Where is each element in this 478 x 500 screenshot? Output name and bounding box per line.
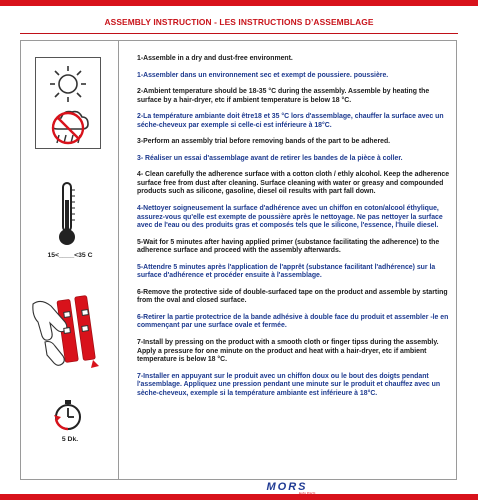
instruction-3-fr: 3- Réaliser un essai d'assemblage avant de retirer les bandes de la pièce à coller. <box>137 154 403 162</box>
instruction-5-en: 5-Wait for 5 minutes after having applied primer (substance facilitating the adherence) to the adherence surface and proceed with the assembly afterwards. <box>137 238 440 255</box>
thermometer-icon <box>52 180 82 248</box>
title-underline <box>20 33 458 34</box>
instruction-6-fr: 6-Retirer la partie protectrice de la bande adhésive à double face du produit et assembler -le en commençant par une surface ovale et fermée. <box>137 313 449 330</box>
instruction-5-fr: 5-Attendre 5 minutes après l'application de l'apprêt (substance facilitant l'adhérence) sur la surface d'adhérence et procéder ensuite à l'assemblage. <box>137 263 436 280</box>
instruction-list <box>137 55 455 406</box>
timer-clock-icon <box>52 397 84 433</box>
instruction-2-en: 2-Ambient temperature should be 18-35 °C during the assembly. Assemble by heating the surface by a hair-dryer, etc if ambient temperature is below 18 °C. <box>137 88 430 104</box>
brand-wordmark: MORS <box>266 481 308 493</box>
top-accent-bar <box>0 0 478 6</box>
instruction-4-fr: 4-Nettoyer soigneusement la surface d'adhérence avec un chiffon en coton/alcool éthylique, assurez-vous qu'elle est exempte de poussière après le nettoyage. Ne pas nettoyer la surface avec de l'eau ou des produits gras et composés tels que le silicone, l'essence, l'huile diesel. <box>137 205 443 230</box>
temperature-range-label: 15<____<35 C <box>47 252 93 259</box>
instruction-6-en: 6-Remove the protective side of double-surfaced tape on the product and assemble by starting from the oval and closed surface. <box>137 288 448 305</box>
page-title: ASSEMBLY INSTRUCTION - LES INSTRUCTIONS D’ASSEMBLAGE <box>104 17 374 27</box>
instruction-3-en: 3-Perform an assembly trial before removing bands of the part to be adhered. <box>137 138 391 146</box>
bottom-accent-bar <box>0 494 478 500</box>
sun-and-rain-warning-icon <box>35 57 101 149</box>
instruction-7-fr: 7-Installer en appuyant sur le produit avec un chiffon doux ou le bout des doigts pendant l'assemblage. Appliquez une pression pendant une minute sur le produit et chauffez avec un sèche-cheveux, exemple si la température ambiante est inférieure à 18°C. <box>137 372 441 397</box>
hand-peeling-tape-icon <box>27 290 103 374</box>
timer-label: 5 Dk. <box>61 436 79 443</box>
instruction-4-en: 4- Clean carefully the adherence surface with a cotton cloth / ethly alcohol. Keep the adherence surface free from dust after cleaning. Surface cleaning with water or greasy and compounded products such as silicone, gasoline, diesel oil results with part fall down. <box>137 171 450 196</box>
instruction-1-en: 1-Assemble in a dry and dust-free environment. <box>137 55 293 62</box>
instruction-7-en: 7-Install by pressing on the product with a smooth cloth or finger tipss during the assembly. Apply a pressure for one minute on the product and heat with a hair-dryer, etc if ambient temperature is below 18 °C. <box>137 339 439 364</box>
brand-logo <box>187 481 387 495</box>
column-divider <box>118 40 119 480</box>
instruction-1-fr: 1-Assembler dans un environnement sec et exempt de poussiere. poussière. <box>137 71 389 79</box>
instruction-2-fr: 2-La température ambiante doit être18 et 35 °C lors d'assemblage, chauffer la surface avec un séche-cheveux par exemple si celle-ci est inférieure à 18°C. <box>137 113 444 129</box>
